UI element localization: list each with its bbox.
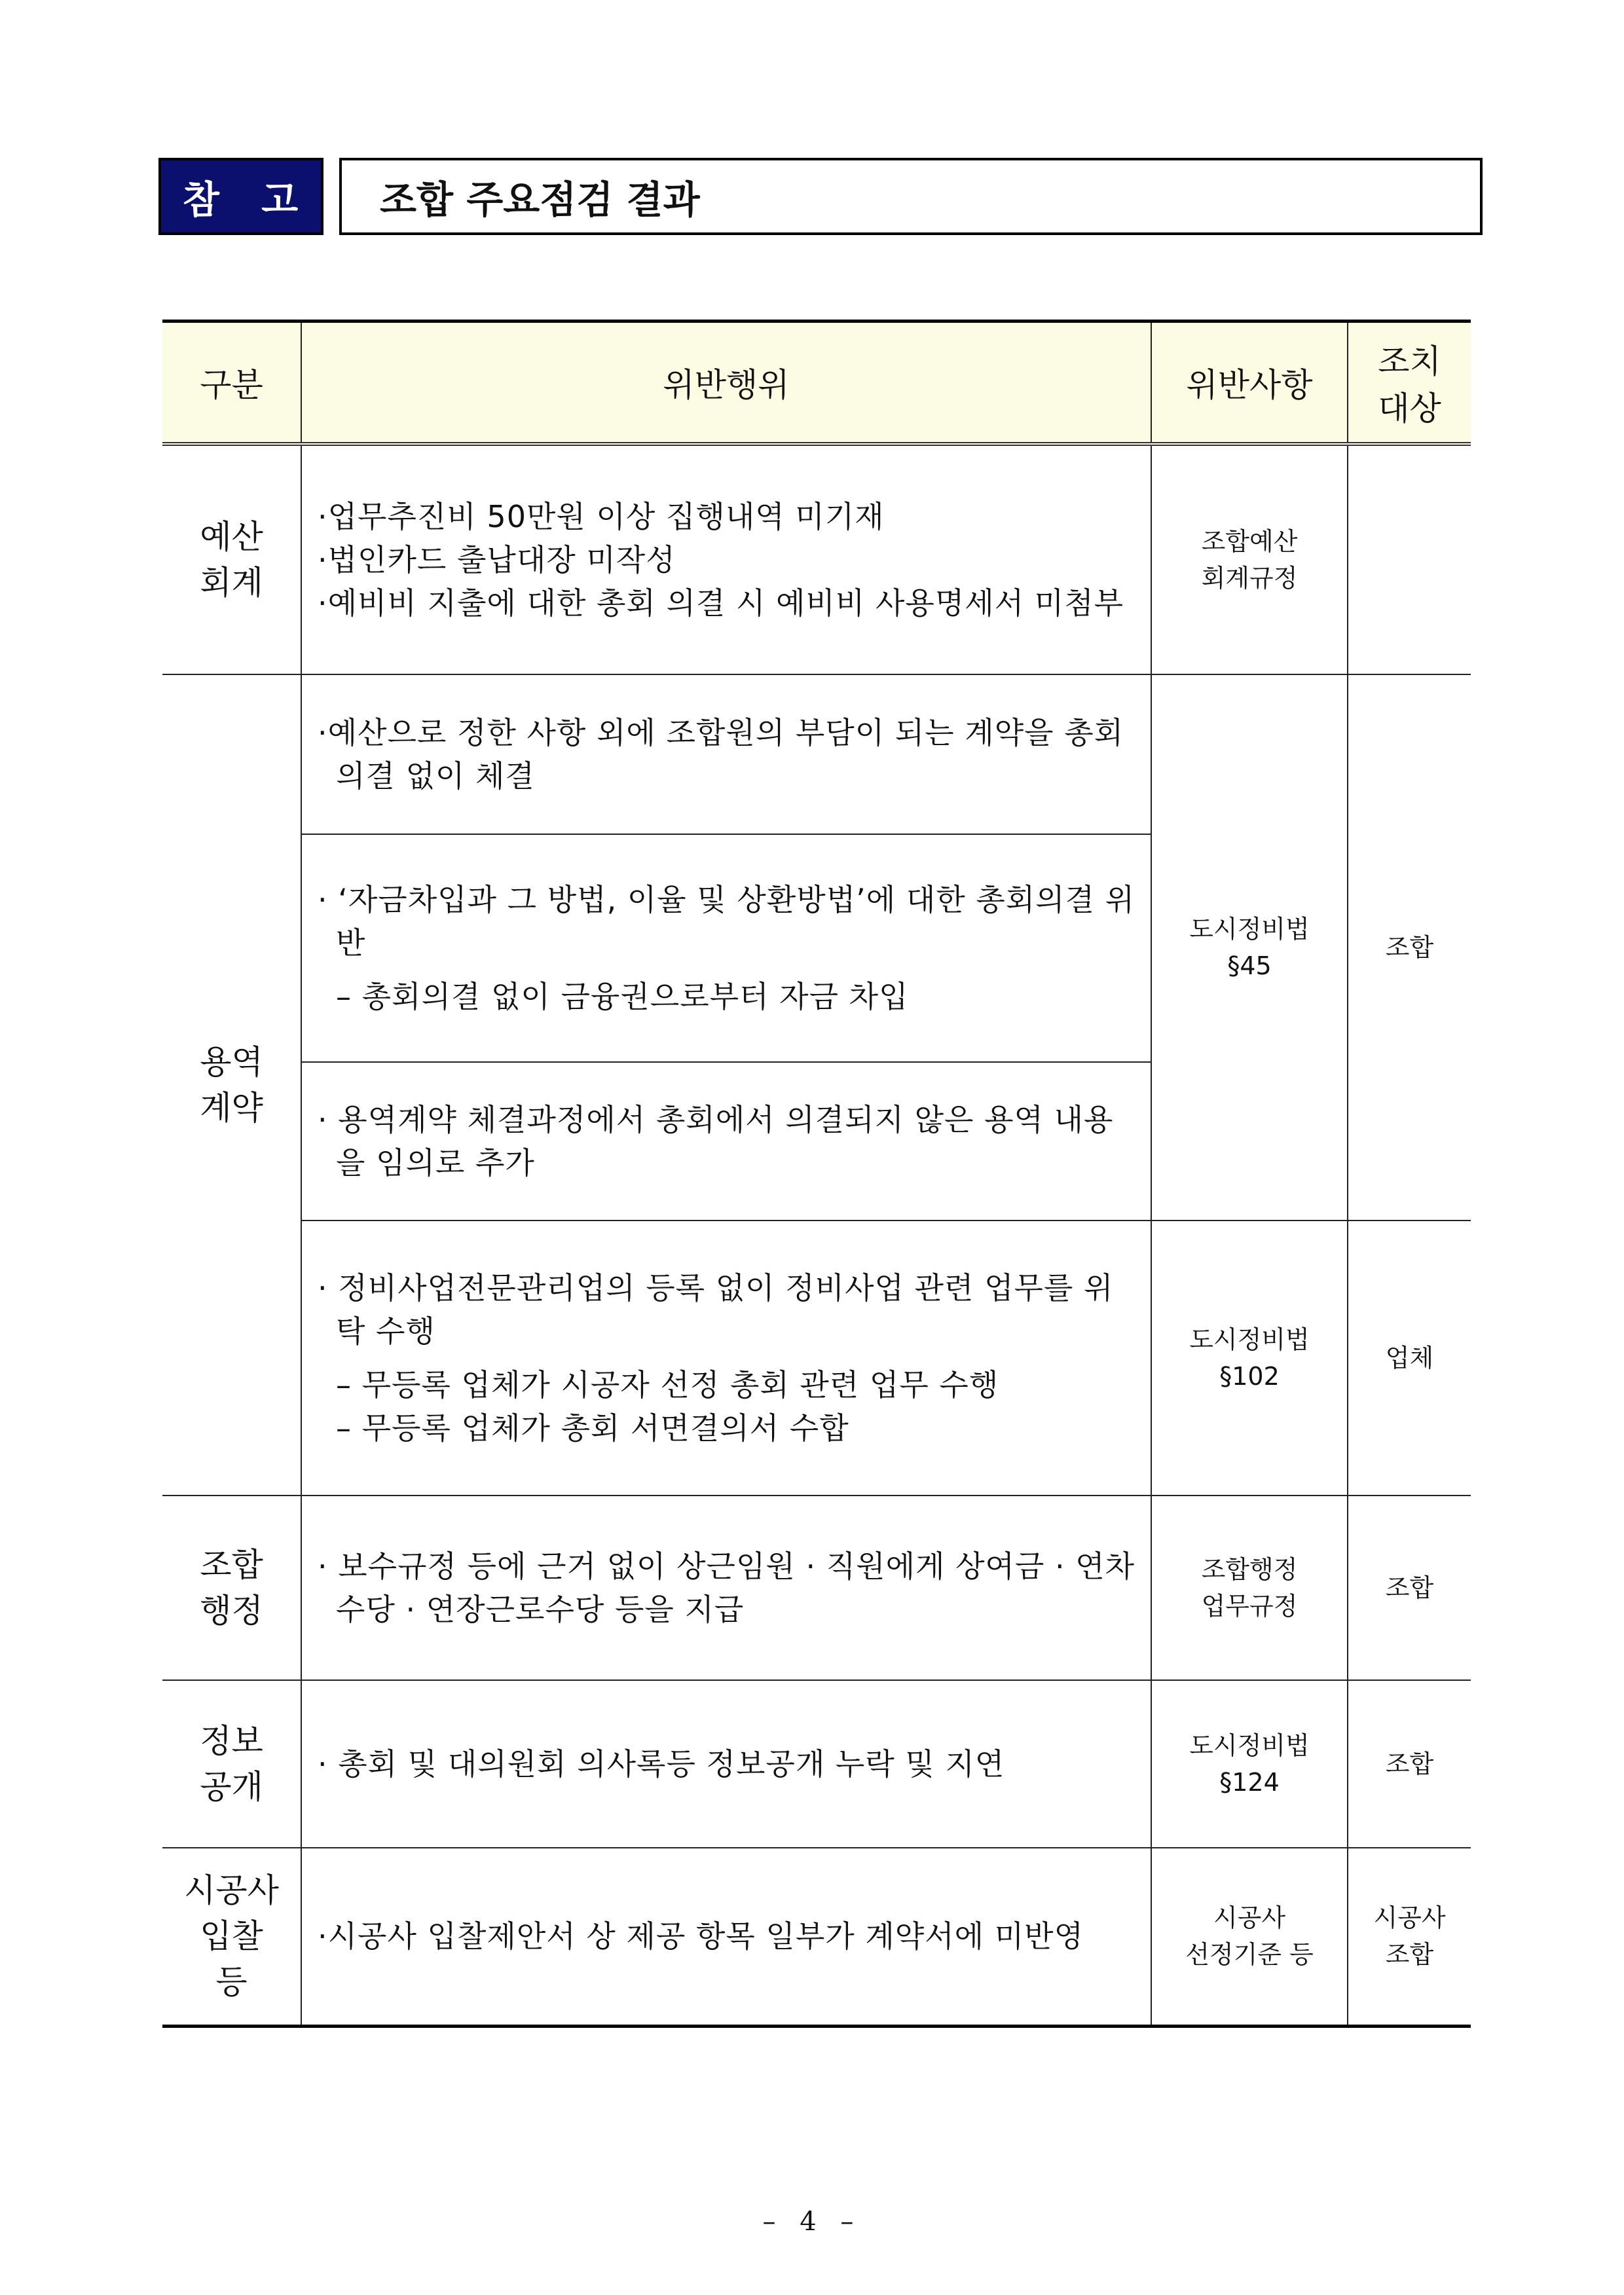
violation-item: · 용역계약 체결과정에서 총회에서 의결되지 않은 용역 내용을 임의로 추가 (318, 1102, 1114, 1181)
page-number: – 4 – (762, 2207, 862, 2237)
table-row (162, 1221, 1471, 1496)
law-line: 조합행정 (1201, 1555, 1298, 1584)
table-row (162, 444, 1471, 674)
violation-cell (301, 1680, 1151, 1848)
table-row (162, 1496, 1471, 1680)
page-title: 조합 주요점검 결과 (339, 158, 1483, 235)
law-cell (1151, 1848, 1348, 2026)
reference-badge: 참 고 (158, 158, 323, 235)
law-cell (1151, 1680, 1348, 1848)
violation-item: ·시공사 입찰제안서 상 제공 항목 일부가 계약서에 미반영 (318, 1919, 1084, 1955)
table-header-row (162, 321, 1471, 445)
category-line: 용역 (200, 1043, 263, 1081)
category-cell (162, 444, 301, 674)
violation-detail: – 무등록 업체가 시공자 선정 총회 관련 업무 수행 (336, 1367, 999, 1403)
violation-item: · 총회 및 대의원회 의사록등 정보공개 누락 및 지연 (318, 1746, 1005, 1782)
target-cell: 조합 (1348, 674, 1471, 1221)
target-cell: 조합 (1348, 1680, 1471, 1848)
violation-cell (301, 674, 1151, 834)
law-cell (1151, 444, 1348, 674)
law-cell (1151, 1221, 1348, 1496)
law-cell (1151, 674, 1348, 1221)
violation-item: · 보수규정 등에 근거 없이 상근임원 · 직원에게 상여금 · 연차수당 · 연장근로수당 등을 지급 (318, 1549, 1135, 1627)
violation-item: ·법인카드 출납대장 미작성 (318, 542, 676, 578)
category-line: 행정 (200, 1592, 263, 1630)
category-line: 회계 (200, 564, 263, 602)
violation-cell (301, 1848, 1151, 2026)
target-cell: 조합 (1348, 1496, 1471, 1680)
violation-item: ·업무추진비 50만원 이상 집행내역 미기재 (318, 499, 885, 534)
category-cell (162, 1680, 301, 1848)
table-row (162, 674, 1471, 834)
target-line: 조합 (1385, 1940, 1434, 1970)
header-law: 위반사항 (1151, 321, 1348, 445)
law-line: 도시정비법 (1189, 1731, 1310, 1760)
category-line: 예산 (200, 518, 263, 556)
header-target (1348, 321, 1471, 445)
violation-cell (301, 1496, 1151, 1680)
table-row (162, 1680, 1471, 1848)
target-cell (1348, 1848, 1471, 2026)
header-category: 구분 (162, 321, 301, 445)
header-violation: 위반행위 (301, 321, 1151, 445)
violation-detail: – 무등록 업체가 총회 서면결의서 수합 (336, 1410, 849, 1446)
target-cell: 업체 (1348, 1221, 1471, 1496)
category-line: 정보 (200, 1722, 263, 1760)
violation-detail: – 총회의결 없이 금융권으로부터 자금 차입 (336, 979, 909, 1014)
category-line: 계약 (200, 1089, 263, 1127)
law-line: 업무규정 (1201, 1592, 1298, 1621)
law-line: §124 (1219, 1768, 1280, 1797)
target-cell (1348, 444, 1471, 674)
law-line: 도시정비법 (1189, 915, 1310, 944)
violation-cell (301, 834, 1151, 1062)
law-line: §45 (1227, 951, 1272, 980)
category-cell (162, 1848, 301, 2026)
category-line: 시공사 (184, 1871, 279, 1910)
category-line: 공개 (200, 1768, 263, 1806)
target-line: 시공사 (1373, 1903, 1446, 1933)
violation-cell (301, 1062, 1151, 1221)
category-line: 입찰 (200, 1917, 263, 1956)
violation-item: ·예산으로 정한 사항 외에 조합원의 부담이 되는 계약을 총회의결 없이 체결 (318, 715, 1124, 794)
law-line: 회계규정 (1201, 564, 1298, 593)
violation-item: · ‘자금차입과 그 방법, 이율 및 상환방법’에 대한 총회의결 위반 (318, 882, 1135, 961)
category-cell (162, 674, 301, 1496)
category-line: 조합 (200, 1546, 263, 1584)
law-line: 선정기준 등 (1185, 1940, 1314, 1970)
violation-cell (301, 444, 1151, 674)
header-target-line2: 대상 (1378, 390, 1441, 428)
violation-item: ·예비비 지출에 대한 총회 의결 시 예비비 사용명세서 미첨부 (318, 585, 1124, 621)
law-line: 조합예산 (1201, 527, 1298, 556)
law-line: §102 (1219, 1362, 1280, 1391)
law-line: 시공사 (1213, 1903, 1286, 1933)
violation-item: · 정비사업전문관리업의 등록 없이 정비사업 관련 업무를 위탁 수행 (318, 1270, 1114, 1349)
law-cell (1151, 1496, 1348, 1680)
law-line: 도시정비법 (1189, 1325, 1310, 1354)
table-row (162, 1848, 1471, 2026)
header-target-line1: 조치 (1378, 342, 1441, 380)
violation-cell (301, 1221, 1151, 1496)
category-cell (162, 1496, 301, 1680)
category-line: 등 (215, 1963, 248, 2002)
inspection-results-table (162, 320, 1471, 2028)
